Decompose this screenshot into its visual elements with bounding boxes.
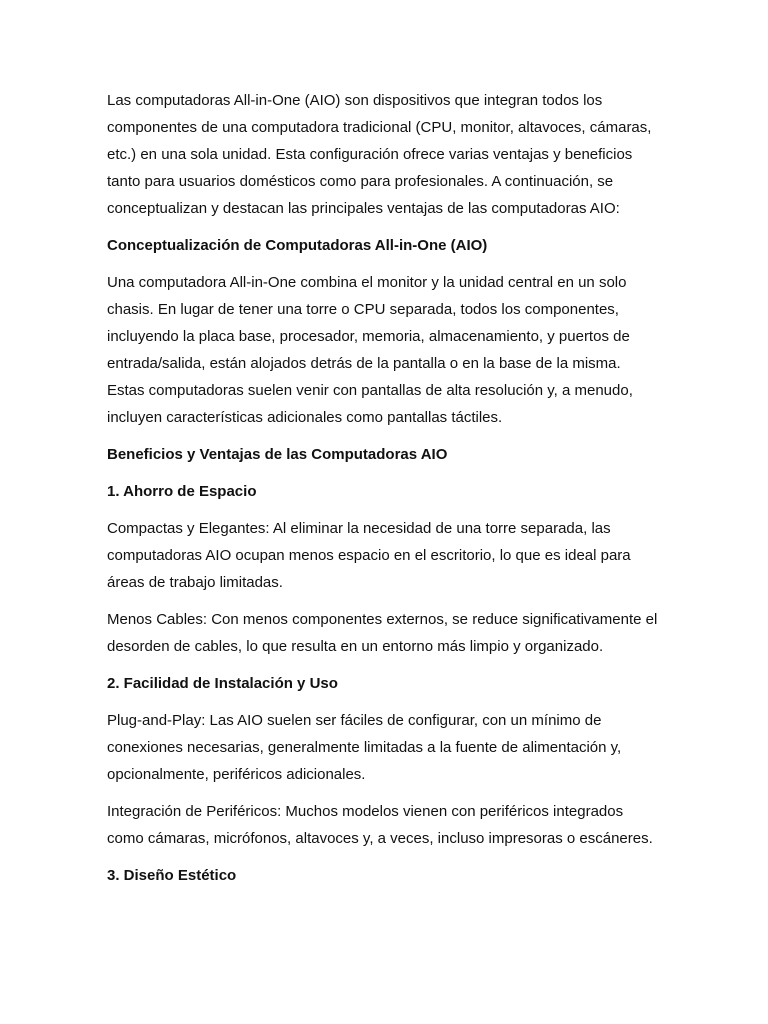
- text-line: Integración de Periféricos: Muchos modelos vienen con periféricos integrados: [107, 803, 624, 820]
- text-line: tanto para usuarios domésticos como para profesionales. A continuación, se: [107, 173, 614, 190]
- text-line: componentes de una computadora tradicional (CPU, monitor, altavoces, cámaras,: [107, 119, 652, 136]
- text-line: Menos Cables: Con menos componentes externos, se reduce significativamente el: [107, 611, 658, 628]
- compact-paragraph: [107, 515, 667, 596]
- text-line: Compactas y Elegantes: Al eliminar la necesidad de una torre separada, las: [107, 520, 611, 537]
- text-line: entrada/salida, están alojados detrás de la pantalla o en la base de la misma.: [107, 355, 621, 372]
- text-line: Una computadora All-in-One combina el monitor y la unidad central en un solo: [107, 274, 627, 291]
- heading-concept: Conceptualización de Computadoras All-in-One (AIO): [107, 237, 488, 254]
- intro-paragraph: [107, 87, 667, 222]
- text-line: áreas de trabajo limitadas.: [107, 574, 283, 591]
- cables-paragraph: [107, 606, 667, 660]
- concept-paragraph: [107, 269, 667, 431]
- text-line: conceptualizan y destacan las principales ventajas de las computadoras AIO:: [107, 200, 620, 217]
- text-line: opcionalmente, periféricos adicionales.: [107, 766, 366, 783]
- text-line: desorden de cables, lo que resulta en un entorno más limpio y organizado.: [107, 638, 604, 655]
- text-line: computadoras AIO ocupan menos espacio en el escritorio, lo que es ideal para: [107, 547, 631, 564]
- peripherals-paragraph: [107, 798, 667, 852]
- text-line: Las computadoras All-in-One (AIO) son dispositivos que integran todos los: [107, 92, 603, 109]
- text-line: Estas computadoras suelen venir con pantallas de alta resolución y, a menudo,: [107, 382, 633, 399]
- text-line: Plug-and-Play: Las AIO suelen ser fáciles de configurar, con un mínimo de: [107, 712, 602, 729]
- heading-aesthetic-design: 3. Diseño Estético: [107, 867, 237, 884]
- text-line: incluyen características adicionales como pantallas táctiles.: [107, 409, 503, 426]
- text-line: etc.) en una sola unidad. Esta configuración ofrece varias ventajas y beneficios: [107, 146, 633, 163]
- text-line: incluyendo la placa base, procesador, memoria, almacenamiento, y puertos de: [107, 328, 630, 345]
- text-line: conexiones necesarias, generalmente limitadas a la fuente de alimentación y,: [107, 739, 622, 756]
- heading-space-saving: 1. Ahorro de Espacio: [107, 483, 257, 500]
- heading-ease-of-use: 2. Facilidad de Instalación y Uso: [107, 675, 338, 692]
- text-line: chasis. En lugar de tener una torre o CPU separada, todos los componentes,: [107, 301, 619, 318]
- document-page: [107, 87, 667, 899]
- heading-benefits: Beneficios y Ventajas de las Computadoras AIO: [107, 446, 448, 463]
- text-line: como cámaras, micrófonos, altavoces y, a veces, incluso impresoras o escáneres.: [107, 830, 653, 847]
- plug-and-play-paragraph: [107, 707, 667, 788]
